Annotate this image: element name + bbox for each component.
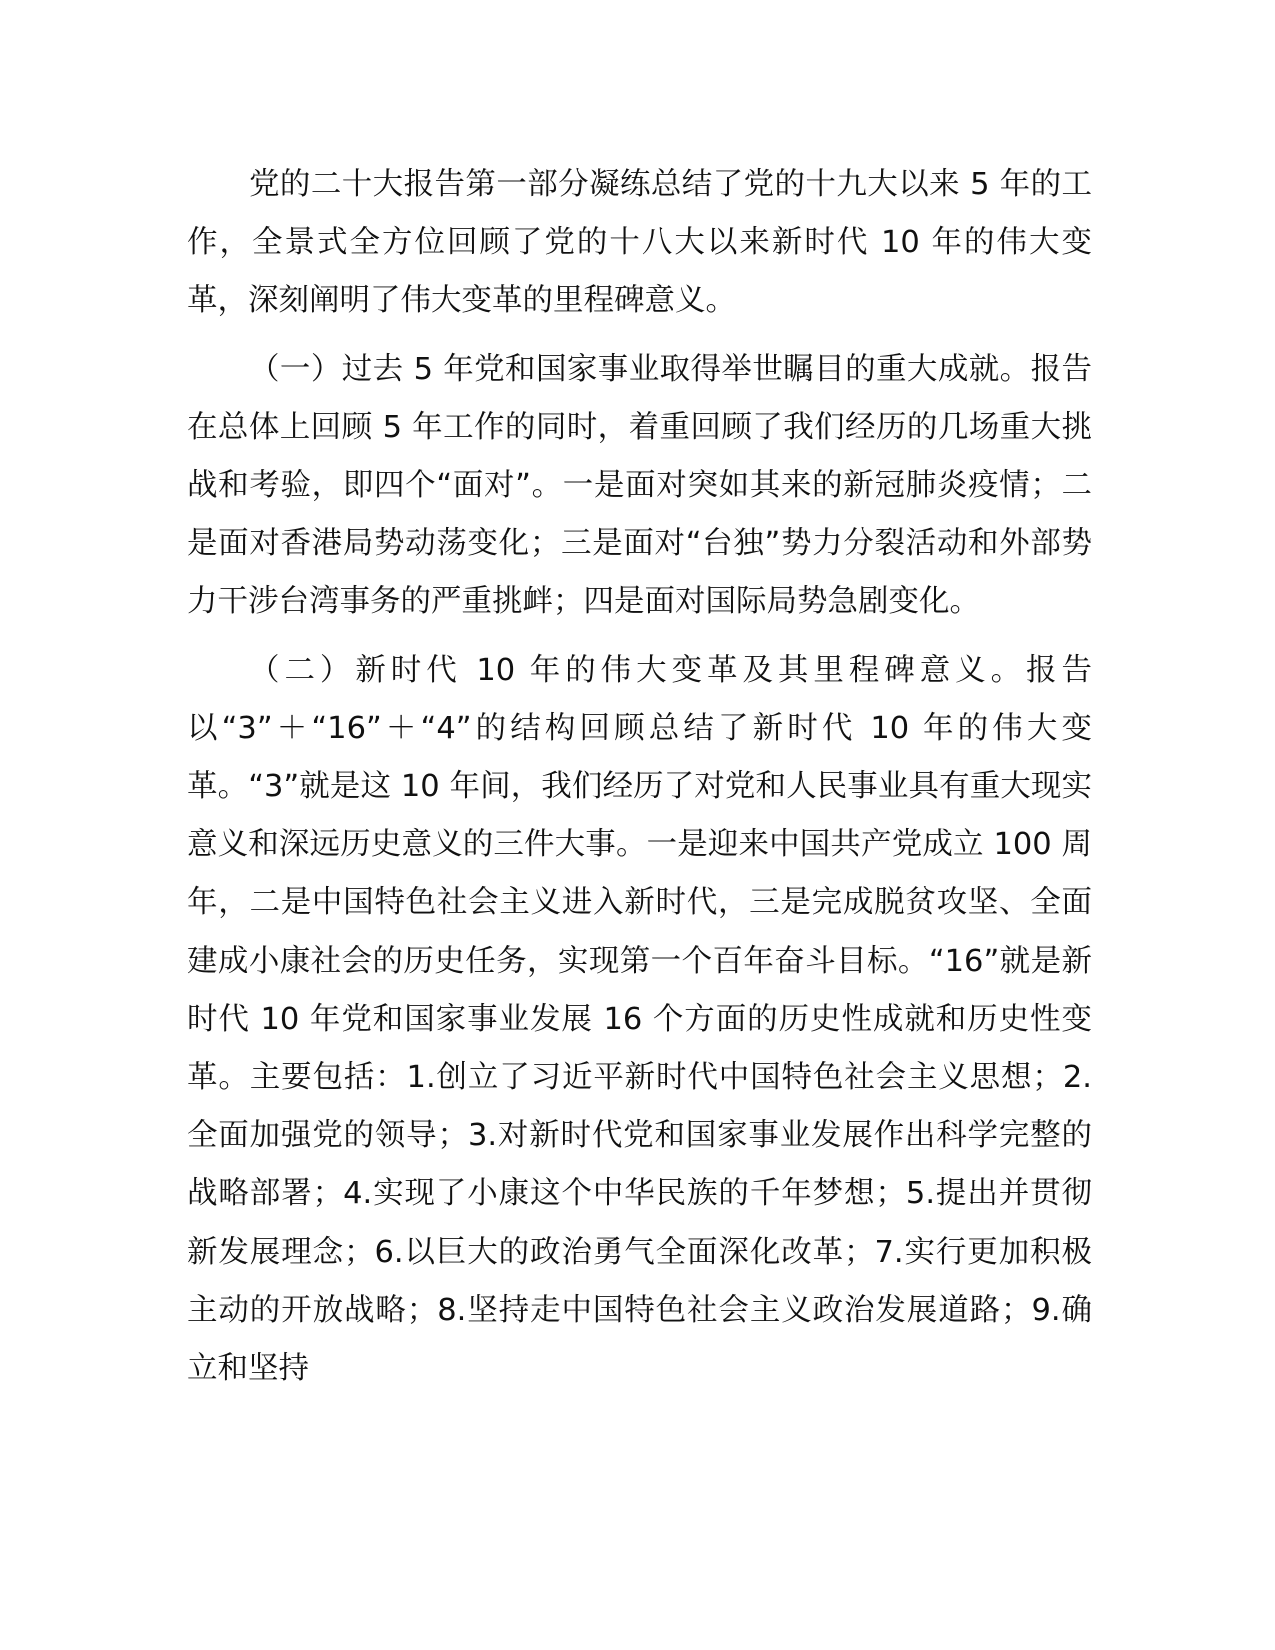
- document-body: [187, 156, 1092, 1398]
- paragraph-intro: 党的二十大报告第一部分凝练总结了党的十九大以来 5 年的工作，全景式全方位回顾了党的十八大以来新时代 10 年的伟大变革，深刻阐明了伟大变革的里程碑意义。: [187, 167, 1092, 319]
- paragraph-section-two: （二）新时代 10 年的伟大变革及其里程碑意义。报告以“3”＋“16”＋“4”的结构回顾总结了新时代 10 年的伟大变革。“3”就是这 10 年间，我们经历了对党和人民事业具有重大现实意义和深远历史意义的三件大事。一是迎来中国共产党成立 100 周年，二是中国特色社会主义进入新时代，三是完成脱贫攻坚、全面建成小康社会的历史任务，实现第一个百年奋斗目标。“16”就是新时代 10 年党和国家事业发展 16 个方面的历史性成就和历史性变革。主要包括：1.创立了习近平新时代中国特色社会主义思想；2.全面加强党的领导；3.对新时代党和国家事业发展作出科学完整的战略部署；4.实现了小康这个中华民族的千年梦想；5.提出并贯彻新发展理念；6.以巨大的政治勇气全面深化改革；7.实行更加积极主动的开放战略；8.坚持走中国特色社会主义政治发展道路；9.确立和坚持: [187, 652, 1092, 1387]
- paragraph-section-one: （一）过去 5 年党和国家事业取得举世瞩目的重大成就。报告在总体上回顾 5 年工作的同时，着重回顾了我们经历的几场重大挑战和考验，即四个“面对”。一是面对突如其来的新冠肺炎疫情；二是面对香港局势动荡变化；三是面对“台独”势力分裂活动和外部势力干涉台湾事务的严重挑衅；四是面对国际局势急剧变化。: [187, 351, 1092, 620]
